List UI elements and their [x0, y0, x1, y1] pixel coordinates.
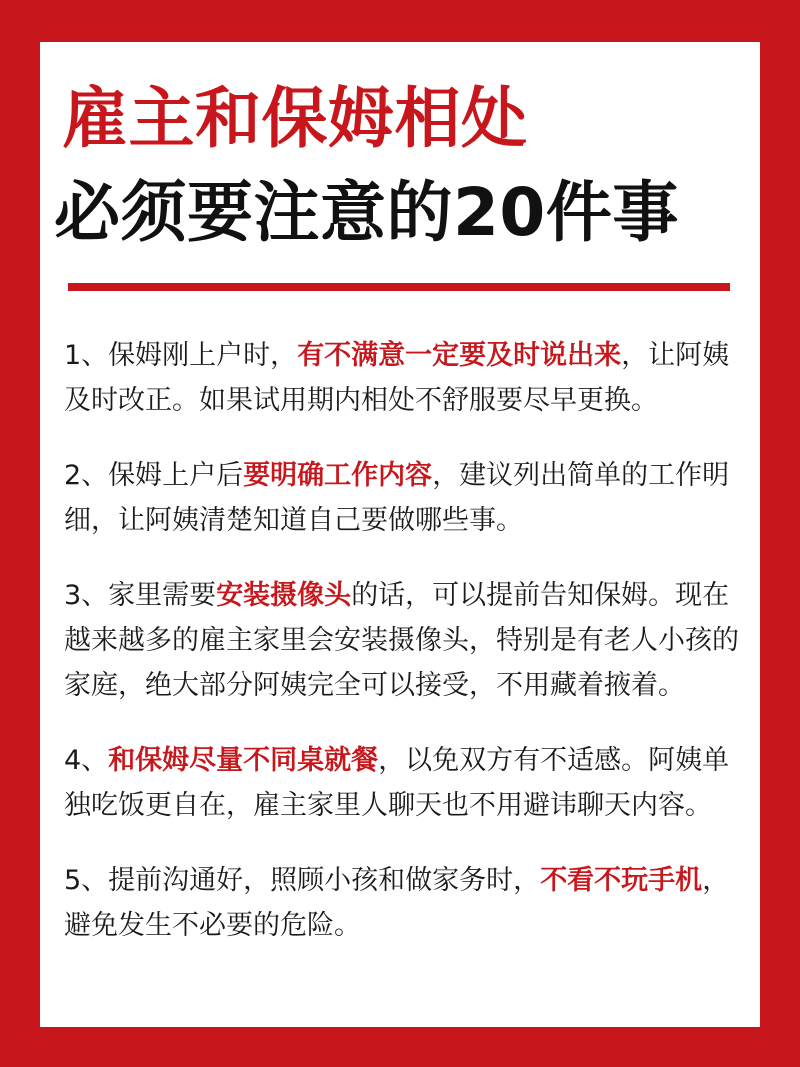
title-line-1: 雇主和保姆相处 — [62, 80, 528, 157]
title-line-2: 必须要注意的20件事 — [54, 174, 679, 251]
tip-item-4 — [64, 738, 744, 828]
tip-text: ，以免双方有不适感。阿姨单独吃饭更自在，雇主家里人聊天也不用避讳聊天内容。 — [64, 745, 730, 821]
tip-text: 4、 — [64, 745, 109, 776]
tip-text: 2、保姆上户后 — [64, 460, 244, 491]
tip-item-5 — [64, 858, 744, 948]
tip-text: ，建议列出简单的工作明细，让阿姨清楚知道自己要做哪些事。 — [64, 460, 730, 536]
tip-highlight: 不看不玩手机 — [540, 865, 703, 896]
tip-text: ，避免发生不必要的危险。 — [64, 865, 730, 941]
tip-text: ，让阿姨及时改正。如果试用期内相处不舒服要尽早更换。 — [64, 340, 730, 416]
tip-text: 1、保姆刚上户时， — [64, 340, 298, 371]
tip-text: 5、提前沟通好，照顾小孩和做家务时， — [64, 865, 541, 896]
tips-list — [64, 333, 744, 978]
tip-highlight: 和保姆尽量不同桌就餐 — [108, 745, 379, 776]
tip-text: 的话，可以提前告知保姆。现在越来越多的雇主家里会安装摄像头，特别是有老人小孩的家庭，绝大部分阿姨完全可以接受，不用藏着掖着。 — [64, 580, 739, 701]
tip-item-3 — [64, 573, 744, 708]
tip-text: 3、家里需要 — [64, 580, 217, 611]
tip-highlight: 要明确工作内容 — [243, 460, 433, 491]
content-card — [40, 42, 760, 1027]
tip-highlight: 安装摄像头 — [216, 580, 352, 611]
tip-item-2 — [64, 453, 744, 543]
tip-item-1 — [64, 333, 744, 423]
title-divider — [68, 283, 730, 291]
tip-highlight: 有不满意一定要及时说出来 — [297, 340, 622, 371]
